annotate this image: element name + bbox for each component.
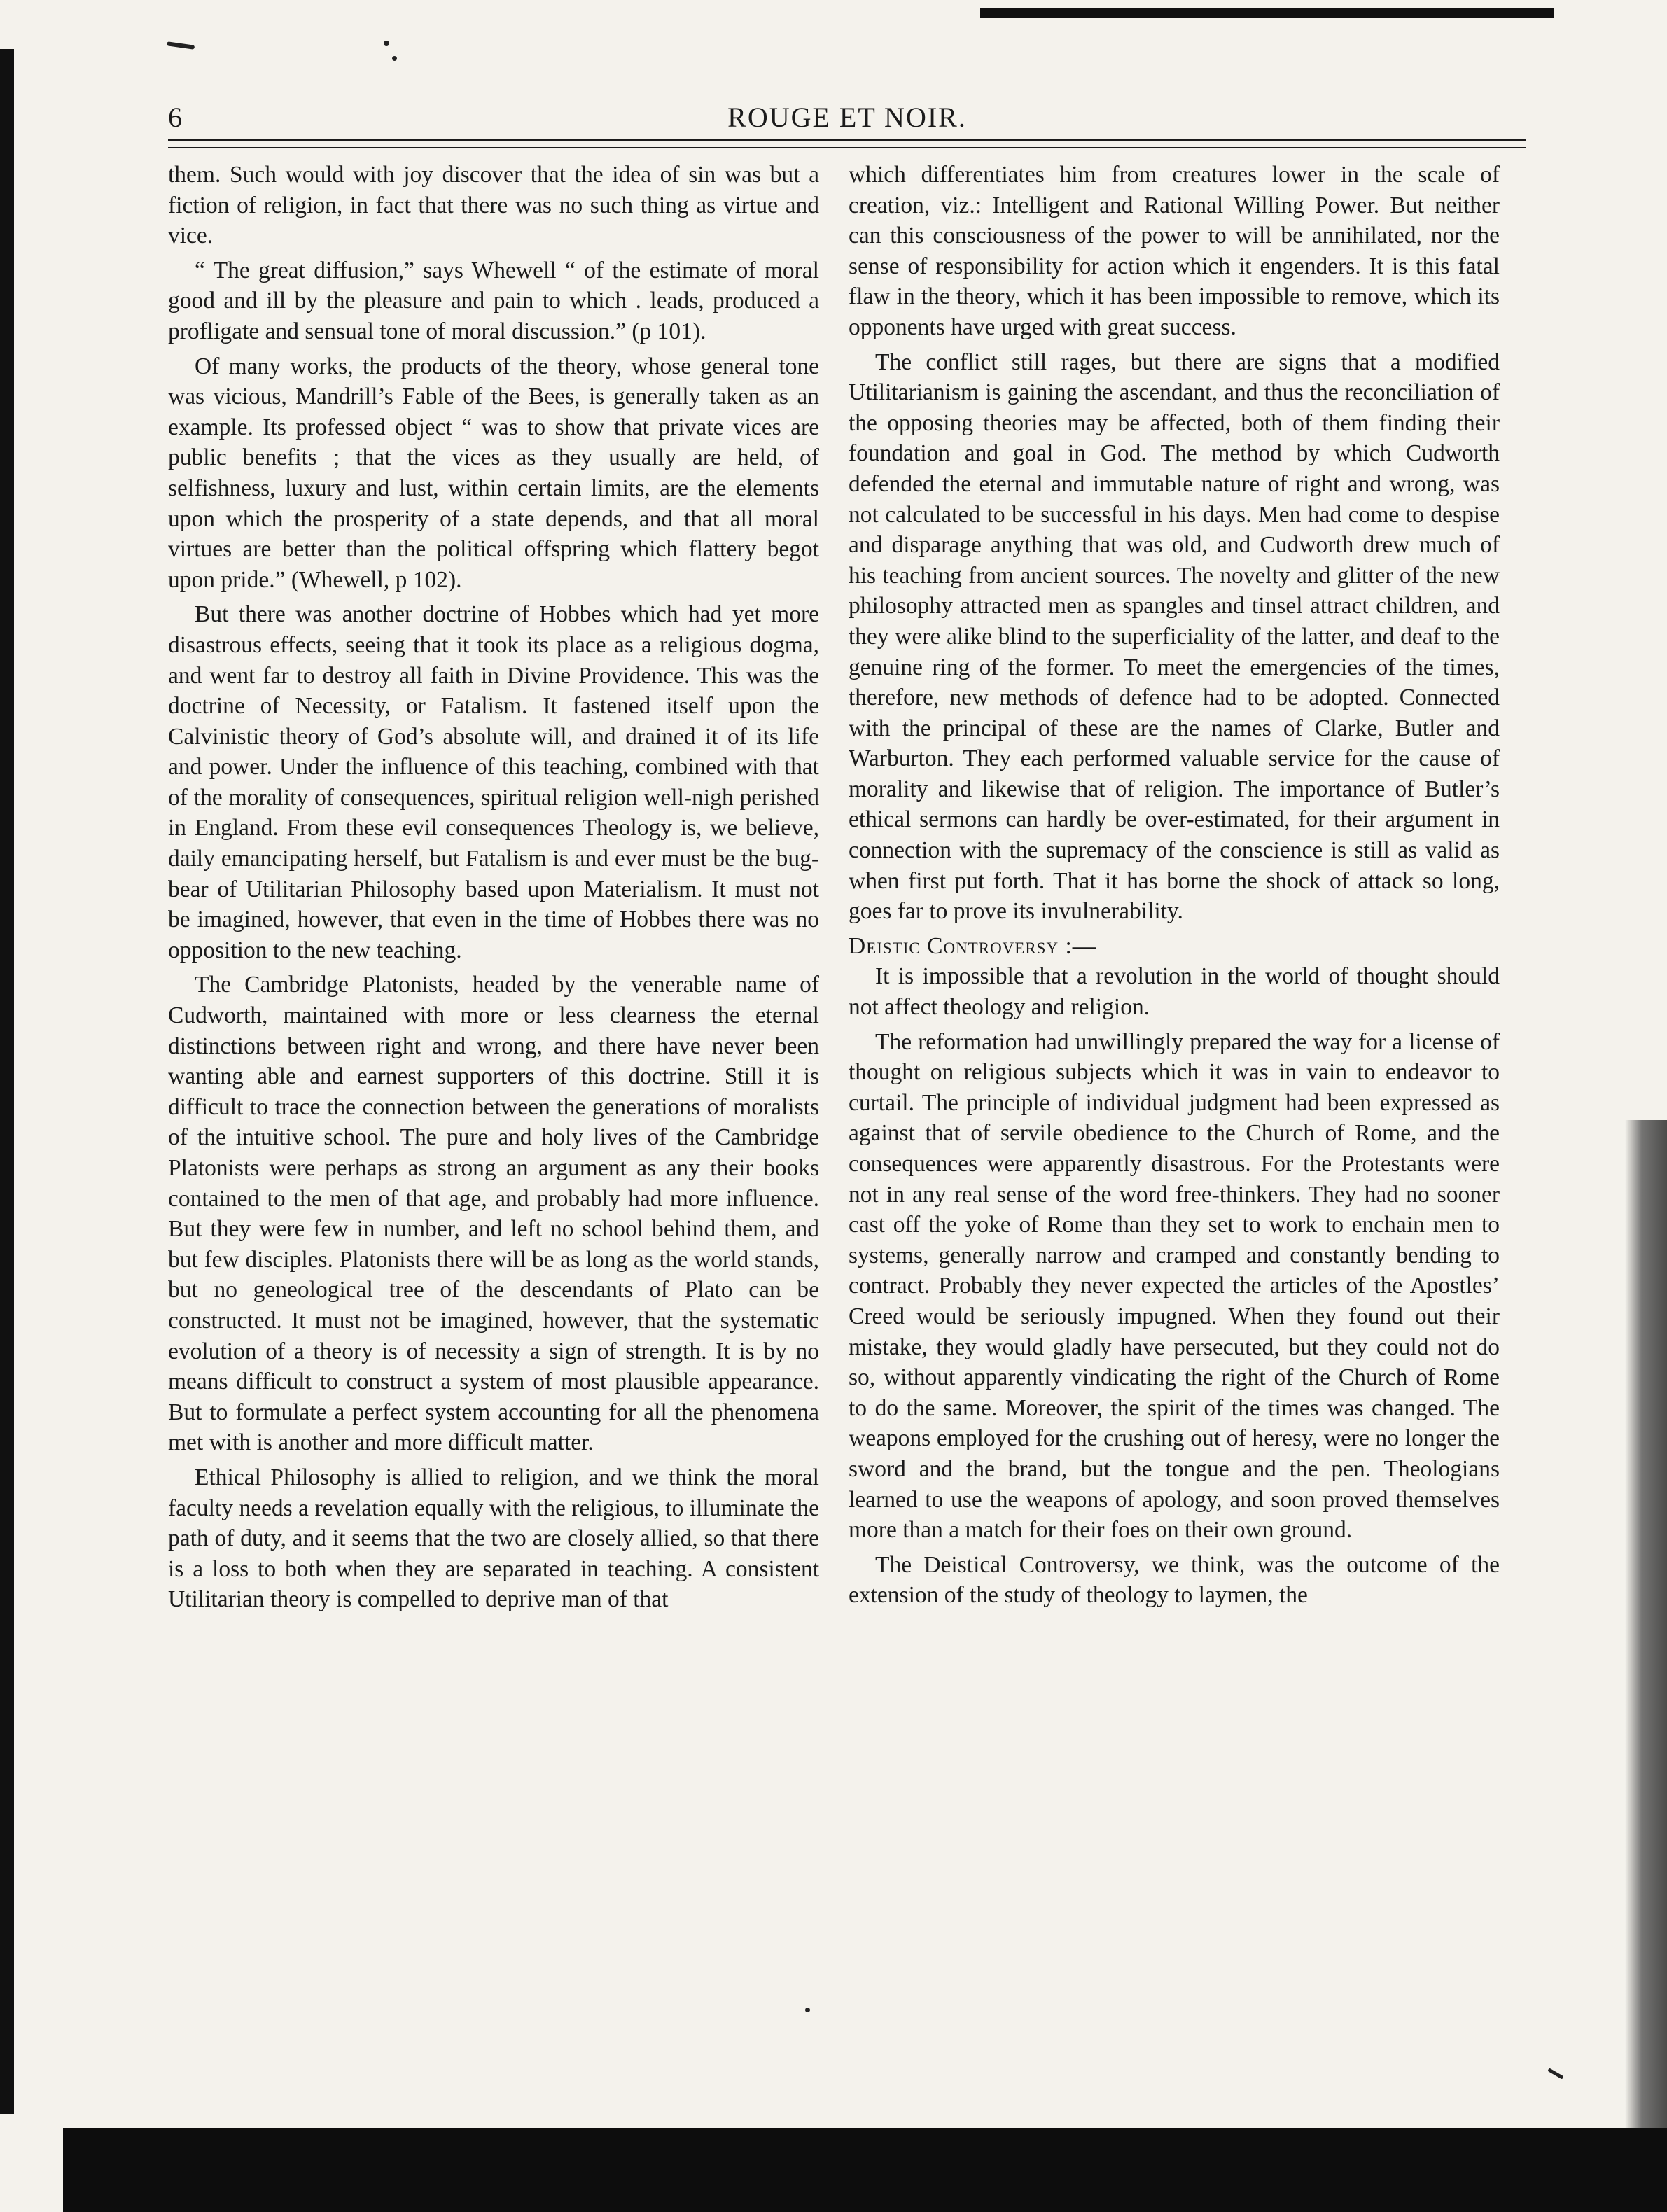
section-heading: Deistic Controversy :—: [849, 932, 1097, 959]
scan-speck: [384, 41, 389, 46]
page-header: [168, 104, 1526, 132]
scan-edge-top: [980, 8, 1554, 18]
scan-edge-left: [0, 49, 14, 2114]
header-rule: [168, 139, 1526, 141]
paragraph: which differentiates him from creatures lower in the scale of creation, viz.: Intelligent and Rational Willing Power. But neither can this consciousness of the power to will be annihilated, nor the sense of responsibility for action which it engenders. It is this fatal flaw in the theory, which it has been impossible to remove, which its opponents have urged with great success.: [849, 162, 1500, 340]
scan-speck: [1547, 2068, 1563, 2079]
paragraph: The reformation had unwillingly prepared the way for a license of thought on religious subjects which it was in vain to endeavor to curtail. The principle of individual judgment had been expressed as against that of servile obedience to the Church of Rome, and the consequences were apparently disastrous. For the Protestants were not in any real sense of the word free-thinkers. They had no sooner cast off the yoke of Rome than they set to work to enchain men to systems, generally narrow and cramped and constantly bending to contract. Probably they never expected the articles of the Apostles’ Creed would be seriously impugned. When they found out their mistake, they would gladly have persecuted, but they could not do so, without apparently vindicating the right of the Church of Rome to do the same. Moreover, the spirit of the times was changed. The weapons employed for the crushing out of heresy, were no longer the sword and the brand, but the tongue and the pen. Theologians learned to use the weapons of apology, and soon proved themselves more than a match for their foes on their own ground.: [849, 1028, 1500, 1544]
header-rule: [168, 147, 1526, 148]
scan-edge-bottom: [63, 2128, 1667, 2212]
left-column: [168, 160, 819, 2092]
paragraph: Ethical Philosophy is allied to religion, and we think the moral faculty needs a revelation equally with the religious, to illuminate the path of duty, and it seems that the two are closely allied, so that there is a loss to both when they are separated in teaching. A consistent Utilitarian theory is compelled to deprive man of that: [168, 1464, 819, 1613]
paragraph: them. Such would with joy discover that the idea of sin was but a fiction of religion, in fact that there was no such thing as virtue and vice.: [168, 162, 819, 249]
scan-speck: [392, 56, 397, 61]
page-number: 6: [168, 102, 182, 133]
paragraph: The Cambridge Platonists, headed by the venerable name of Cudworth, maintained with more or less clearness the eternal distinctions between right and wrong, and there have never been wanting able and earnest supporters of this doctrine. Still it is difficult to trace the connection between the generations of moralists of the intuitive school. The pure and holy lives of the Cambridge Platonists were perhaps as strong an argument as any their books contained to the men of that age, and probably had more influence. But they were few in number, and left no school behind them, and but few disciples. Platonists there will be as long as the world stands, but no geneological tree of the descendants of Plato can be constructed. It must not be imagined, however, that the systematic evolution of a theory is of necessity a sign of strength. It is by no means difficult to construct a system of most plausible appearance. But to formulate a perfect system accounting for all the phenomena met with is another and more difficult matter.: [168, 972, 819, 1456]
scan-edge-right: [1625, 1120, 1667, 2128]
right-column: [849, 160, 1500, 2092]
paragraph: It is impossible that a revolution in the world of thought should not affect theology and religion.: [849, 963, 1500, 1021]
scan-speck: [167, 41, 195, 50]
paragraph: The Deistical Controversy, we think, was the outcome of the extension of the study of theology to laymen, the: [849, 1551, 1500, 1609]
paragraph: But there was another doctrine of Hobbes which had yet more disastrous effects, seeing that it took its place as a religious dogma, and went far to destroy all faith in Divine Providence. This was the doctrine of Necessity, or Fatalism. It fastened itself upon the Calvinistic theory of God’s absolute will, and drained it of its life and power. Under the influence of this teaching, combined with that of the morality of consequences, spiritual religion well-nigh perished in England. From these evil consequences Theology is, we believe, daily emancipating herself, but Fatalism is and ever must be the bug-bear of Utilitarian Philosophy based upon Materialism. It must not be imagined, however, that even in the time of Hobbes there was no opposition to the new teaching.: [168, 601, 819, 963]
paragraph: “ The great diffusion,” says Whewell “ of the estimate of moral good and ill by the pleasure and pain to which . leads, produced a profligate and sensual tone of moral discussion.” (p 101).: [168, 257, 819, 344]
running-title: ROUGE ET NOIR.: [727, 102, 967, 133]
paragraph: Of many works, the products of the theory, whose general tone was vicious, Mandrill’s Fable of the Bees, is generally taken as an example. Its professed object “ was to show that private vices are public benefits ; that the vices as they usually are held, of selfishness, luxury and lust, within certain limits, are the elements upon which the prosperity of a state depends, and that all moral virtues are better than the political offspring which flattery begot upon pride.” (Whewell, p 102).: [168, 353, 819, 593]
paragraph: The conflict still rages, but there are signs that a modified Utilitarianism is gaining the ascendant, and thus the reconciliation of the opposing theories may be affected, both of them finding their foundation and goal in God. The method by which Cudworth defended the eternal and immutable nature of right and wrong, was not calculated to be successful in his days. Men had come to despise and disparage anything that was old, and Cudworth drew much of his teaching from ancient sources. The novelty and glitter of the new philosophy attracted men as spangles and tinsel attract children, and they were alike blind to the superficiality of the latter, and deaf to the genuine ring of the former. To meet the emergencies of the times, therefore, new methods of defence had to be adopted. Connected with the principal of these are the names of Clarke, Butler and Warburton. They each performed valuable service for the cause of morality and likewise that of religion. The importance of Butler’s ethical sermons can hardly be over-estimated, for their argument in connection with the supremacy of the conscience is still as valid as when first put forth. That it has borne the shock of attack so long, goes far to prove its invulnerability.: [849, 349, 1500, 925]
